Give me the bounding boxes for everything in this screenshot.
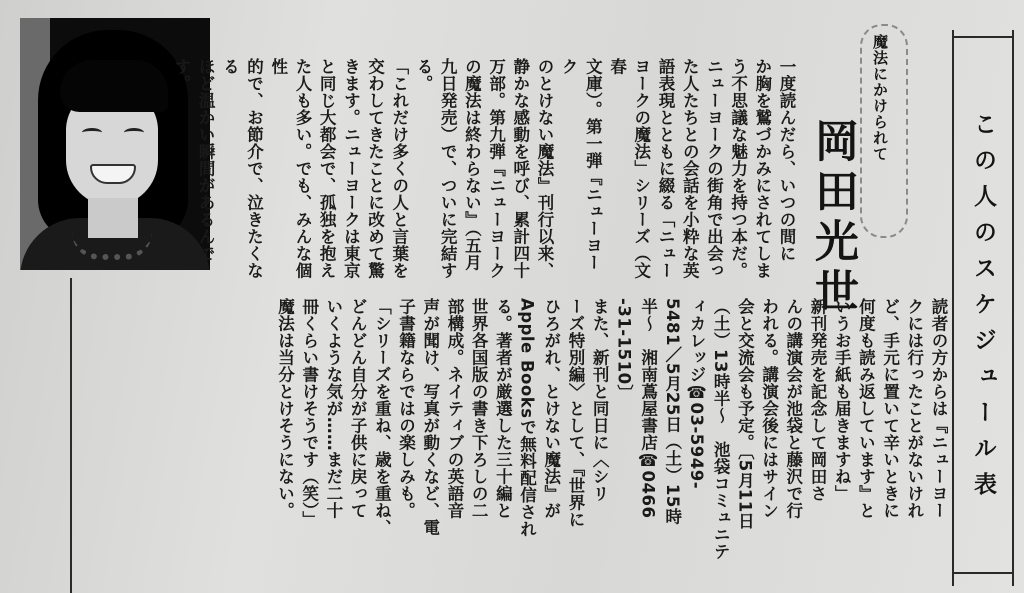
section-title: この人のスケジュール表 bbox=[970, 112, 996, 508]
article-lower-text: 読者の方からは『ニューヨー クには行ったことがないけれ ど、手元に置いて辛いときに 何度も読み返しています』と いうお手紙も届きますね」 新刊発売を記念して岡田さ んの講演会が池袋と藤沢で行 われる。講演会後にはサイン 会と交流会も予定。〔5月11日 （土）13時半～ 池袋コミュニテ ィカレッジ☎03-5949- 5481／5月25日（土）15時 半～ 湘南蔦屋書店☎0466 -31-1510〕 また、新刊と同日に〈シリ ーズ特別編〉として、『世界に ひろがれ、とけない魔法』が Apple Booksで無料配信され る。著者が厳選した三十編と 世界各国版の書き下ろしの二 部構成。ネイティブの英語音 声が聞け、写真が動くなど、電 子書籍ならではの楽しみも。 「シリーズを重ね、歳を重ね、 どんどん自分が子供に戻って いくような気が……まだ二十 冊くらい書けそうです（笑）」 魔法は当分とけそうにない。 bbox=[275, 298, 948, 560]
tagline: 魔法にかけられて bbox=[871, 34, 889, 162]
article-upper-text: 一度読んだら、いつの間に か胸を鷲づかみにされてしま う不思議な魅力を持つ本だ。 ニューヨークの街角で出会っ た人たちとの会話を小粋な英 語表現とともに綴る「ニュー ヨークの魔法」シリーズ（文春 文庫）。第一弾『ニューヨーク のとけない魔法』刊行以来、 静かな感動を呼び、累計四十 万部。第九弾『ニューヨーク の魔法は終わらない』（五月 九日発売）で、ついに完結する。 「これだけ多くの人と言葉を 交わしてきたことに改めて驚 きます。ニューヨークは東京 と同じ大都会で、孤独を抱え た人も多い。でも、みんな個性 的で、お節介で、泣きたくなる ほど温かい瞬間があるんです。 bbox=[171, 58, 796, 279]
divider-line bbox=[70, 278, 72, 593]
divider-line bbox=[952, 36, 1014, 38]
divider-line bbox=[1012, 30, 1014, 586]
author-photo bbox=[20, 18, 210, 270]
author-name: 岡田光世 bbox=[807, 118, 858, 318]
divider-line bbox=[952, 30, 954, 586]
